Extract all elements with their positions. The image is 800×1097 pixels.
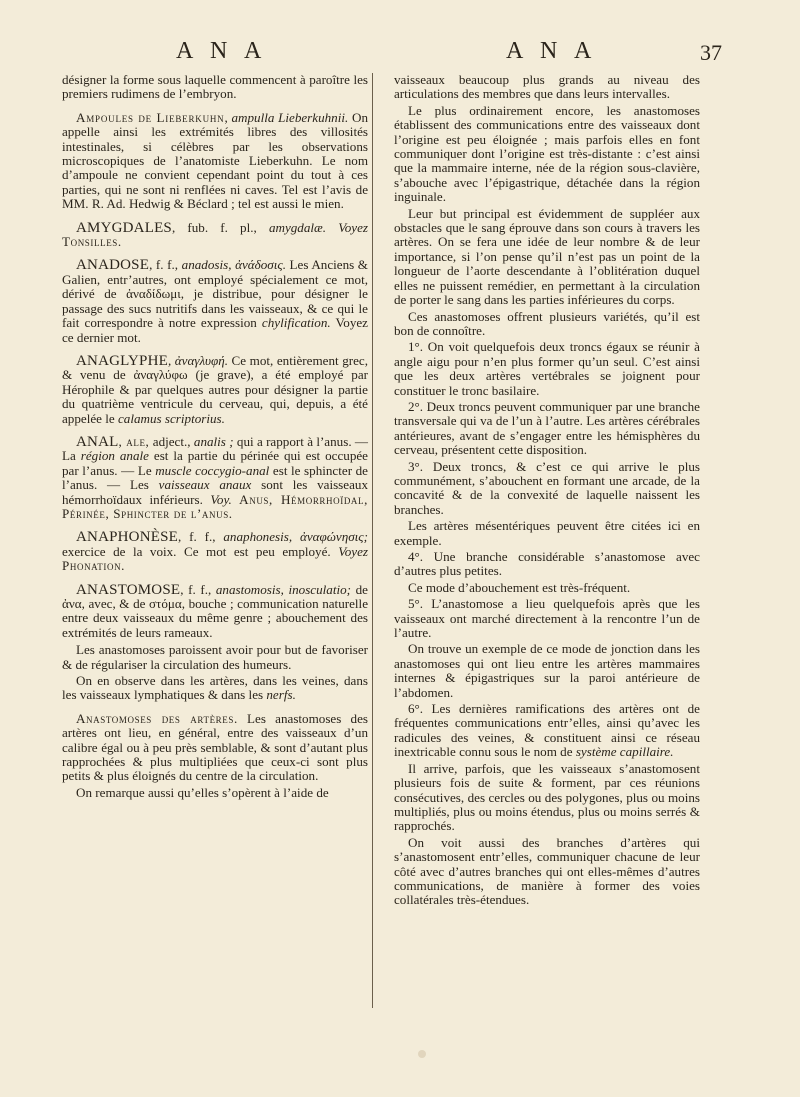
entry-grammar: , f. f., bbox=[178, 529, 216, 545]
entry-tail: Voyez ce dernier mot. bbox=[62, 315, 368, 345]
entry-grammar: , f. f., bbox=[149, 257, 179, 273]
entry-anastomoses-arteres bbox=[62, 712, 368, 784]
entry-term: région anale bbox=[80, 448, 149, 464]
entry-body: qui a rapport à l’anus. — La bbox=[62, 433, 368, 464]
opening-text: désigner la forme sous laquelle commencent à paroître les premiers rudimens de l’embryon. bbox=[62, 72, 368, 102]
entry-body: Les Anciens & Galien, entr’autres, ont employé spécialement ce mot, dérivé de ἀναδίδωμι, je distribue, pour désigner le passage des sucs nutritifs dans les vaisseaux, & ce qui le fait correspondre à notre expression bbox=[62, 257, 368, 331]
cross-reference: Anus, Hémorrhoïdal, Périnée, Sphincter de l’anus. bbox=[62, 491, 368, 521]
cross-reference: Phonation. bbox=[62, 558, 126, 574]
paragraph: 2°. Deux troncs peuvent communiquer par une branche transversale qui va de l’un à l’autre. Les artères cérébrales antérieures, avant de s’engager entre les hémisphères du cerveau, présentent cette disposition. bbox=[394, 398, 700, 458]
entry-headword: ANAL bbox=[76, 433, 119, 450]
entry-headword: ANAGLYPHE bbox=[76, 352, 168, 369]
entry-term: vaisseaux anaux bbox=[158, 477, 252, 493]
entry-headword: AMYGDALES bbox=[76, 219, 172, 236]
entry-headword: ANASTOMOSE bbox=[76, 581, 181, 598]
anastomose-paragraph bbox=[62, 674, 368, 703]
entry-body: exercice de la voix. Ce mot est peu employé. bbox=[62, 543, 339, 559]
entry-body: Ce mot, entièrement grec, & venu de ἀναγλύφω (je grave), a été employé par Hérophile & par quelques autres pour désigner la partie du quatrième ventricule du cerveau, qui, depuis, a été appelée le bbox=[62, 352, 368, 426]
entry-headword: ANAPHONÈSE bbox=[76, 529, 179, 546]
entry-anadose bbox=[62, 258, 368, 344]
paragraph: Il arrive, parfois, que les vaisseaux s’anastomosent plusieurs fois de suite & forment, par ces réunions consécutives, des cercles ou des polygones, plus ou moins multipliés, plus ou moins étendus, plus ou moins serrés & rapprochés. bbox=[394, 760, 700, 834]
see-also-label: Voyez bbox=[338, 219, 369, 235]
paragraph: 1°. On voit quelquefois deux troncs égaux se réunir à angle aigu pour n’en plus former qu’un seul. C’est ainsi que les deux artères vertébrales se joignent pour constituer le tronc basilaire. bbox=[394, 339, 700, 398]
paragraph bbox=[394, 702, 700, 760]
paragraph: vaisseaux beaucoup plus grands au niveau des articulations des membres que dans leurs intervalles. bbox=[394, 72, 700, 102]
entry-ampoules: Ampoules de Lieberkuhn, ampulla Lieberkuhnii. On appelle ainsi les extrémités libres des villosités intestinales, si célèbres par les observations microscopiques de l’anatomiste Lieberkuhn. Le nom d’ampoule ne convient cependant point du tout à ces parties, qui ne sont ni renflées ni caves. Tel est l’avis de MM. R. Ad. Hedwig & Béclard ; tel est aussi le mien. bbox=[62, 109, 369, 212]
entry-headword: Ampoules de Lieberkuhn bbox=[76, 109, 225, 125]
entry-anal bbox=[62, 435, 368, 521]
paragraph: Ces anastomoses offrent plusieurs variétés, qu’il est bon de connoître. bbox=[394, 308, 700, 338]
running-head-left: A N A bbox=[176, 38, 268, 64]
entry-latin-term: calamus scriptorius. bbox=[117, 410, 225, 426]
entry-body: de ἀνα, avec, & de στόμα, bouche ; communication naturelle entre deux vaisseaux du même genre ; abouchement des extrémités de leurs rameaux. bbox=[62, 581, 368, 640]
anastomose-paragraph: Les anastomoses paroissent avoir pour but de favoriser & de régulariser la circulation des humeurs. bbox=[62, 642, 368, 672]
entry-latin: anadosis, bbox=[181, 257, 232, 273]
see-also-label: Voy. bbox=[210, 491, 232, 507]
entry-grammar: , fub. f. pl., bbox=[171, 219, 257, 235]
paragraph: On voit aussi des branches d’artères qui s’anastomosent entr’elles, communiquer chacune de leur côté avec d’autres branches qui ont elles-mêmes d’autres communications, de manière à former des voies collatérales très-étendues. bbox=[394, 834, 700, 908]
right-column bbox=[394, 73, 700, 910]
paragraph: Le plus ordinairement encore, les anastomoses établissent des communications entre des vaisseaux dont l’origine est peu éloignée ; mais parfois elles en font communiquer dont l’origine est très-distante : c’est ainsi que la mammaire interne, née de la région sous-clavière, s’abouche avec l’épigastrique, détachée dans la région inguinale. bbox=[394, 102, 700, 205]
entry-latin: anastomosis, inosculatio; bbox=[215, 581, 352, 597]
entry-anaglyphe bbox=[62, 354, 368, 426]
paragraph-text: On en observe dans les artères, dans les veines, dans les vaisseaux lymphatiques & dans les bbox=[62, 673, 368, 703]
column-divider bbox=[372, 73, 373, 1008]
entry-latin: anaphonesis, bbox=[223, 529, 293, 545]
entry-amygdales bbox=[62, 221, 368, 250]
paragraph: Leur but principal est évidemment de suppléer aux obstacles que le sang éprouve dans son cours à travers les artères. On se fera une idée de leur nombre & de leur importance, si l’on pense qu’il n’est pas un point de la longueur de l’aorte descendante à l’oblitération duquel elles ne puissent remédier, en permettant à la circulation de porter le sang dans les parties inférieures du corps. bbox=[394, 205, 700, 308]
continuation-line: On remarque aussi qu’elles s’opèrent à l’aide de bbox=[76, 784, 329, 800]
paragraph: 3°. Deux troncs, & c’est ce qui arrive le plus communément, s’abouchent en formant une arcade, de la concavité & de la convexité de laquelle naissent les branches. bbox=[394, 458, 700, 517]
left-column bbox=[62, 73, 368, 802]
entry-term: muscle coccygio-anal bbox=[155, 462, 270, 478]
running-head-right: A N A bbox=[506, 38, 598, 64]
entry-headword: Anastomoses des artères. bbox=[76, 710, 238, 726]
opening-paragraph bbox=[62, 73, 368, 102]
paragraph: On trouve un exemple de ce mode de jonction dans les anastomoses qui ont lieu entre les artères mammaires internes & épigastriques sur la paroi antérieure de l’abdomen. bbox=[394, 641, 700, 700]
paragraph: Ce mode d’abouchement est très-fréquent. bbox=[408, 579, 631, 595]
entry-latin: amygdalæ. bbox=[268, 219, 327, 235]
cross-reference: Tonsilles. bbox=[62, 234, 122, 250]
entry-grammar: adject., bbox=[149, 433, 191, 449]
entry-latin: ampulla Lieberkuhnii. bbox=[231, 109, 349, 125]
see-also-label: Voyez bbox=[338, 543, 368, 559]
page-number: 37 bbox=[700, 40, 722, 65]
entry-body: Les anastomoses des artères ont lieu, en général, entre des vaisseaux d’un calibre égal ou à peu près semblable, & sont d’autant plus rapprochées & plus multipliées que ceux-ci sont plus petits & plus éloignés du centre de la circulation. bbox=[62, 710, 368, 784]
paragraph-term: nerfs. bbox=[266, 687, 296, 703]
entry-grammar-feminine: , ale, bbox=[118, 433, 150, 449]
paragraph: Les artères mésentériques peuvent être citées ici en exemple. bbox=[394, 518, 700, 548]
paragraph-text: 6°. Les dernières ramifications des artères ont de fréquentes communications entr’elles, ainsi qu’avec les radicules des veines, & constituent ainsi ce réseau inextricable connu sous le nom de bbox=[394, 701, 700, 760]
entry-greek: ἀναφώνησις; bbox=[299, 529, 368, 545]
entry-body: On appelle ainsi les extrémités libres des villosités intestinales, si célèbres par les observations microscopiques de l’anatomiste Lieberkuhn. Le nom d’ampoule ne convient cependant point du tout à ces parties, qui ne sont ni renflées ni caves. Tel est l’avis de MM. R. Ad. Hedwig & Béclard ; tel est aussi le mien. bbox=[62, 109, 369, 212]
entry-latin: analis ; bbox=[193, 433, 234, 449]
entry-body: sont les vaisseaux hémorrhoïdaux inférieurs. bbox=[62, 477, 368, 507]
entry-latin-term: chylification. bbox=[261, 315, 331, 331]
entry-greek: , ἀναγλυφή. bbox=[167, 352, 228, 368]
entry-body: est le sphincter de l’anus. — Les bbox=[62, 462, 368, 493]
entry-body: est la partie du périnée qui est occupée par l’anus. — Le bbox=[62, 448, 368, 478]
running-head bbox=[0, 38, 800, 68]
paragraph-term: système capillaire. bbox=[575, 744, 674, 760]
entry-anastomose bbox=[62, 583, 368, 641]
entry-anaphonese bbox=[62, 530, 368, 573]
paragraph: 5°. L’anastomose a lieu quelquefois après que les vaisseaux ont marché directement à la rencontre l’un de l’autre. bbox=[394, 596, 700, 641]
entry-grammar: , f. f., bbox=[180, 581, 212, 597]
entry-headword: ANADOSE bbox=[76, 257, 150, 274]
paragraph: 4°. Une branche considérable s’anastomose avec d’autres plus petites. bbox=[394, 549, 700, 579]
entry-greek: ἀνάδοσις. bbox=[235, 257, 286, 273]
paper-blemish bbox=[418, 1050, 426, 1058]
